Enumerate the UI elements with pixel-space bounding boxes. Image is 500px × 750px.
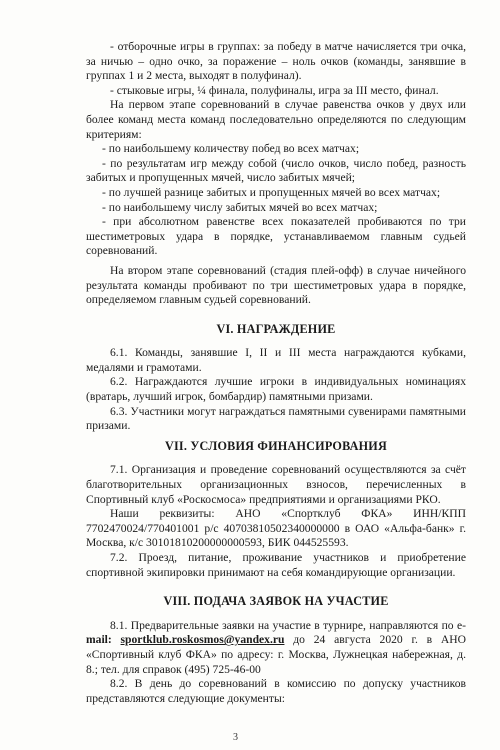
email-link[interactable]: sportklub.roskosmos@yandex.ru (120, 633, 285, 647)
paragraph-6-3: 6.3. Участники могут награждаться памятными сувенирами памятными призами. (86, 404, 466, 433)
criteria-intro: На первом этапе соревнований в случае равенства очков у двух или более команд места команд последовательно определяются по следующим критериям: (86, 98, 466, 141)
criterion-item: - при абсолютном равенстве всех показателей пробиваются по три шестиметровых удара в порядке, устанавливаемом главным судьей соревнований. (86, 215, 466, 258)
paragraph-8-2: 8.2. В день до соревнований в комиссию по допуску участников представляются следующие документы: (86, 677, 466, 705)
page-number: 3 (233, 732, 238, 743)
paragraph-7-2: 7.2. Проезд, питание, проживание участников и приобретение спортивной экипировки принимают на себя командирующие организации. (86, 551, 466, 579)
email-label: mail: (86, 633, 112, 647)
section-8-heading: VIII. ПОДАЧА ЗАЯВОК НА УЧАСТИЕ (163, 594, 389, 609)
section-7-heading: VII. УСЛОВИЯ ФИНАНСИРОВАНИЯ (164, 438, 387, 453)
criterion-item: - по лучшей разнице забитых и пропущенных мячей во всех матчах; (102, 185, 441, 199)
paragraph-6-1: 6.1. Команды, занявшие I, II и III места награждаются кубками, медалями и грамотами. (86, 346, 466, 374)
criterion-item: - по результатам игр между собой (число очков, число побед, разность забитых и пропущенных мячей, число забитых мячей; (86, 156, 466, 185)
paragraph-6-2: 6.2. Награждаются лучшие игроки в индивидуальных номинациях (вратарь, лучший игрок, бомбардир) памятными призами. (86, 375, 466, 404)
paragraph-8-1-end: до 24 августа 2020 г. в АНО «Спортивный клуб ФКА» по адресу: г. Москва, Лужнецкая набережная, д. 8.; тел. для справок (495) 725-46-00 (86, 633, 466, 676)
paragraph-8-1 (86, 619, 466, 677)
paragraph-8-1-start: 8.1. Предварительные заявки на участие в турнире, направляются по e- (110, 618, 466, 632)
criterion-item: - по наибольшему количеству побед во всех матчах; (102, 142, 360, 156)
paragraph-7-1: 7.1. Организация и проведение соревнований осуществляются за счёт благотворительных организационных взносов, перечисленных в Спортивный клуб «Роскосмоса» предприятиями и организациями РКО. (86, 463, 466, 506)
bank-details: Наши реквизиты: АНО «Спортклуб ФКА» ИНН/КПП 7702470024/770401001 р/с 40703810502340000000 в ОАО «Альфа-банк» г. Москва, к/с 30101810200000000593, БИК 044525593. (86, 507, 466, 550)
criterion-item: - по наибольшему числу забитых мячей во всех матчах; (102, 200, 378, 214)
bullet-playoff-games: - стыковые игры, ¼ финала, полуфиналы, игра за III место, финал. (110, 83, 439, 97)
section-6-heading: VI. НАГРАЖДЕНИЕ (216, 321, 336, 336)
bullet-group-games: - отборочные игры в группах: за победу в матче начисляется три очка, за ничью – одно очко, за поражение – ноль очков (команды, занявшие в группах 1 и 2 места, выходят в полуфинал). (86, 40, 466, 83)
playoff-paragraph: На втором этапе соревнований (стадия плей-офф) в случае ничейного результата команды пробивают по три шестиметровых удара в порядке, определяемом главным судьей соревнований. (86, 263, 466, 307)
